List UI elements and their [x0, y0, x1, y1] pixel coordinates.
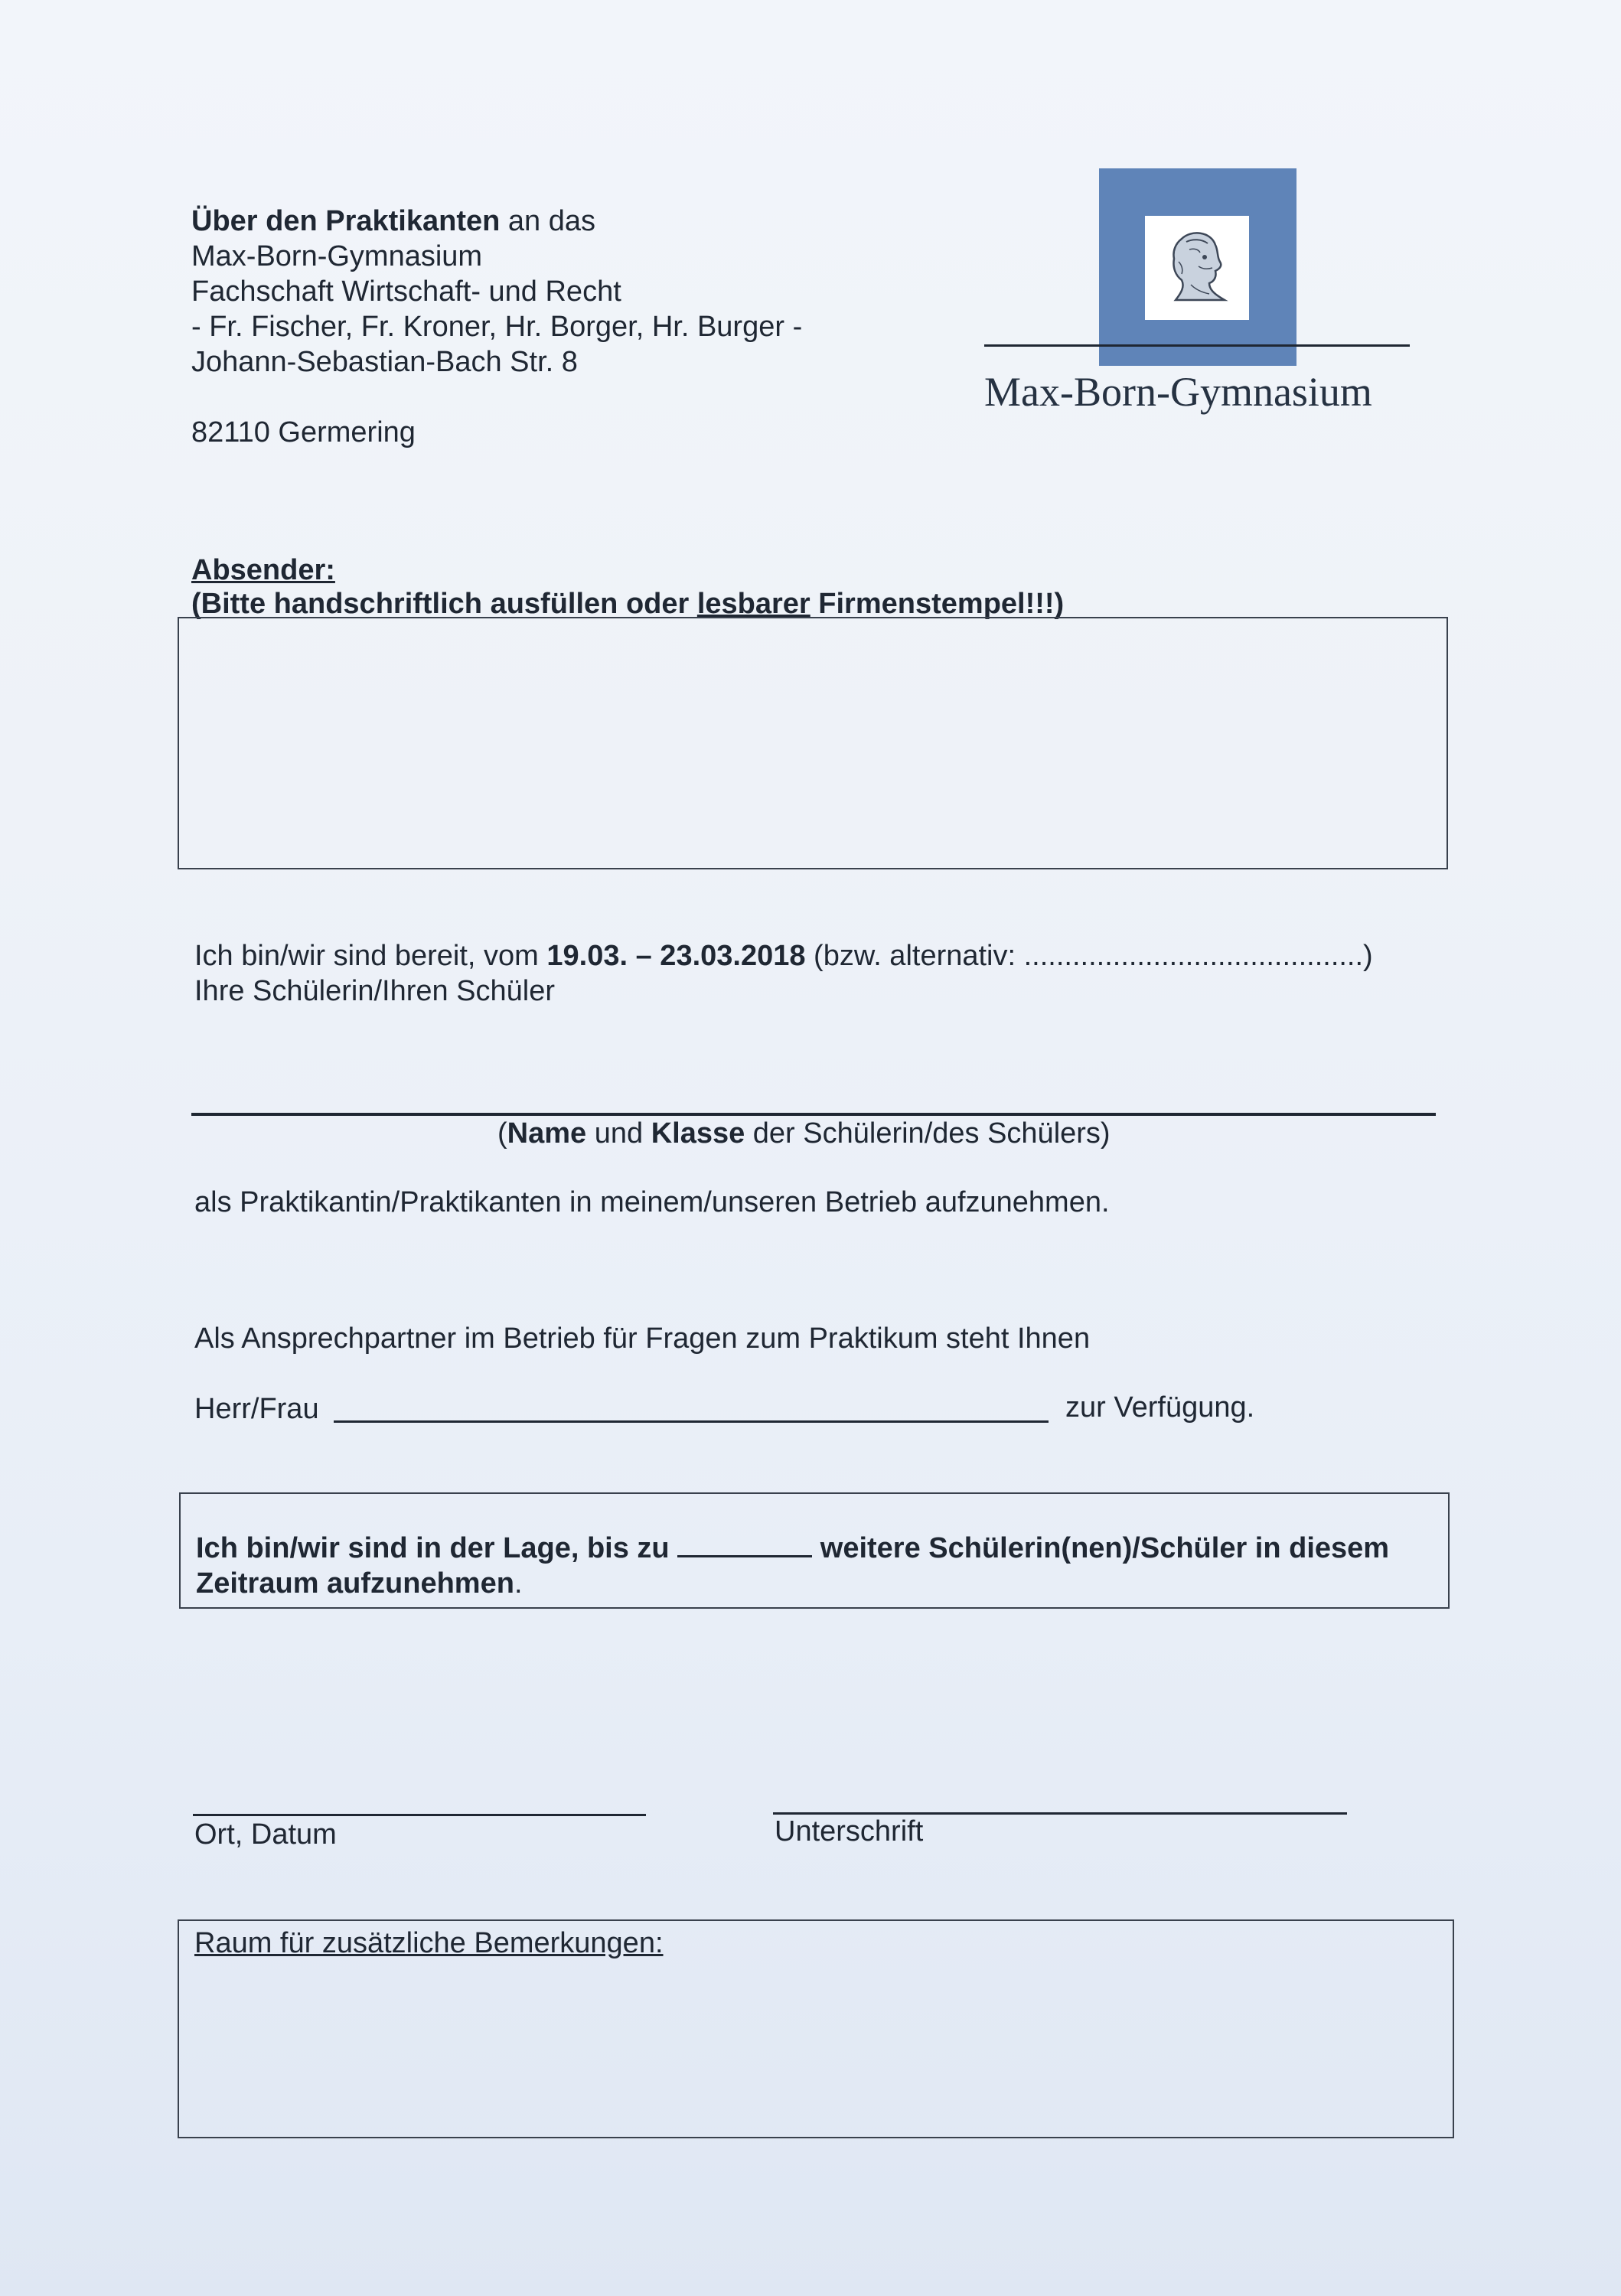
contact-prefix: Herr/Frau	[194, 1393, 319, 1425]
student-caption-mid: und	[586, 1117, 651, 1150]
contact-line: Als Ansprechpartner im Betrieb für Fragen zum Praktikum steht Ihnen	[194, 1322, 1091, 1355]
logo-school-name: Max-Born-Gymnasium	[984, 369, 1372, 415]
availability-dates: 19.03. – 23.03.2018	[546, 940, 806, 972]
student-caption	[497, 1116, 1111, 1151]
capacity-part-1: Ich bin/wir sind in der Lage, bis zu	[196, 1532, 678, 1564]
sender-instruction-emphasis: lesbarer	[696, 588, 810, 620]
contact-suffix: zur Verfügung.	[1065, 1391, 1255, 1424]
capacity-line-2	[196, 1566, 523, 1601]
remarks-box[interactable]	[178, 1919, 1454, 2138]
sender-instruction-c: Firmenstempel!!!)	[810, 588, 1065, 620]
recipient-teachers: - Fr. Fischer, Fr. Kroner, Hr. Borger, Hr. Burger -	[191, 311, 803, 343]
availability-alt-suffix: )	[1363, 940, 1373, 972]
capacity-box	[179, 1492, 1450, 1609]
recipient-street: Johann-Sebastian-Bach Str. 8	[191, 346, 578, 378]
recipient-line-1	[191, 204, 595, 239]
place-date-line[interactable]	[193, 1814, 646, 1816]
student-caption-name: Name	[507, 1117, 587, 1150]
school-logo	[1099, 168, 1296, 366]
capacity-part-3-end: .	[514, 1567, 523, 1600]
sender-instruction-a: (Bitte handschriftlich ausfüllen oder	[191, 588, 697, 620]
remarks-label: Raum für zusätzliche Bemerkungen:	[194, 1927, 664, 1959]
logo-portrait-frame	[1145, 216, 1249, 320]
availability-alt-prefix: (bzw. alternativ:	[805, 940, 1024, 972]
availability-prefix: Ich bin/wir sind bereit, vom	[194, 940, 547, 972]
portrait-icon	[1145, 216, 1249, 320]
sender-heading: Absender:	[191, 554, 335, 586]
recipient-bold: Über den Praktikanten	[191, 205, 501, 237]
capacity-line-1	[196, 1531, 1389, 1566]
recipient-department: Fachschaft Wirtschaft- und Recht	[191, 276, 621, 308]
capacity-part-2: weitere Schülerin(nen)/Schüler in diesem	[812, 1532, 1390, 1564]
recipient-city: 82110 Germering	[191, 416, 416, 448]
capacity-part-3: Zeitraum aufzunehmen	[196, 1567, 514, 1600]
contact-name-line[interactable]	[334, 1420, 1049, 1423]
student-caption-class: Klasse	[651, 1117, 745, 1150]
intake-line: als Praktikantin/Praktikanten in meinem/unseren Betrieb aufzunehmen.	[194, 1186, 1110, 1218]
logo-divider	[984, 344, 1410, 347]
student-caption-open: (	[497, 1117, 507, 1150]
recipient-line-1-rest: an das	[500, 205, 595, 237]
recipient-school: Max-Born-Gymnasium	[191, 240, 483, 272]
capacity-count-field[interactable]	[677, 1531, 812, 1557]
availability-student: Ihre Schülerin/Ihren Schüler	[194, 975, 556, 1007]
place-date-label: Ort, Datum	[194, 1818, 337, 1851]
signature-label: Unterschrift	[775, 1815, 924, 1848]
alternative-dates-field[interactable]: ..........................................	[1023, 940, 1364, 972]
availability-line	[194, 938, 1373, 974]
sender-box[interactable]	[178, 617, 1448, 869]
student-caption-rest: der Schülerin/des Schülers)	[745, 1117, 1111, 1150]
